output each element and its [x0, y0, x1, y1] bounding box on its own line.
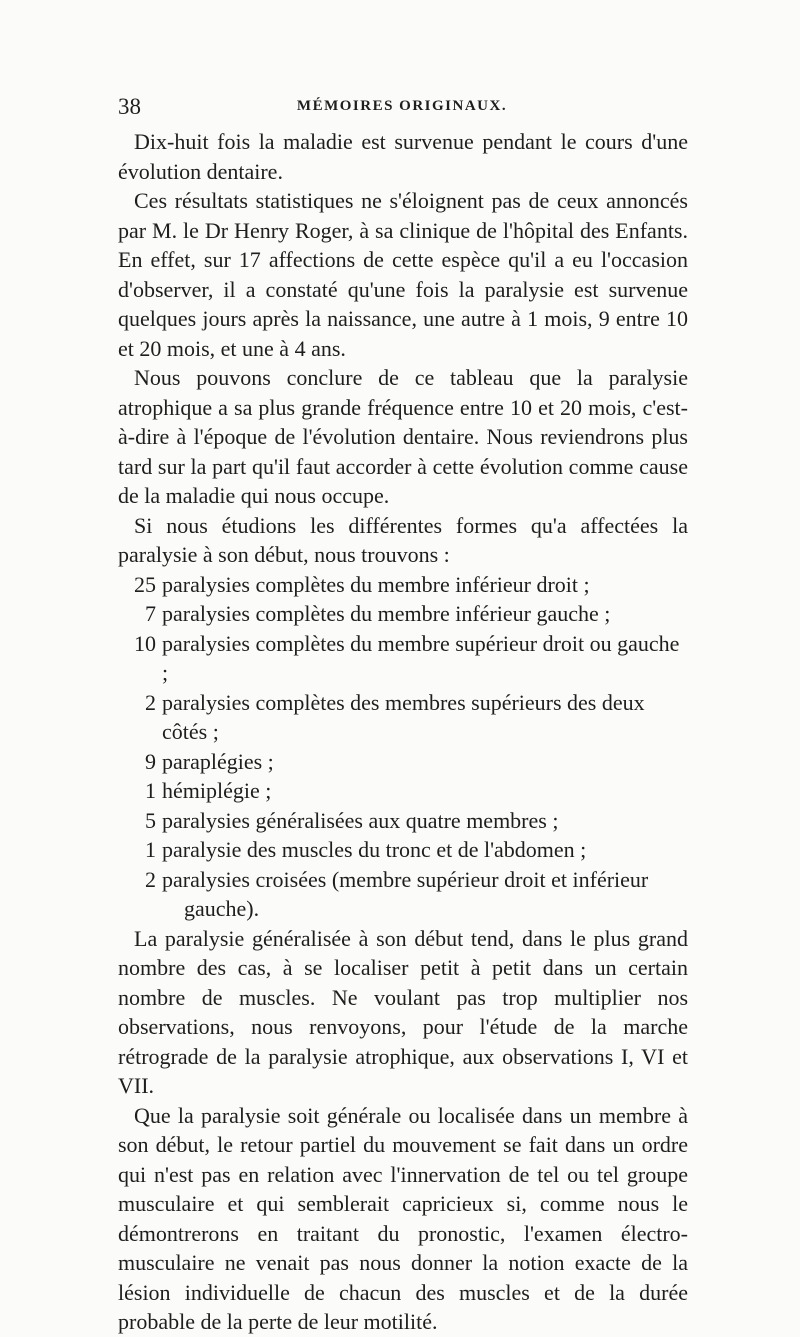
paragraph: Ces résultats statistiques ne s'éloignent pas de ceux annoncés par M. le Dr Henry Roger, à sa clinique de l'hôpital des Enfants. En effet, sur 17 affections de cette espèce qu'il a eu l'occasion d'observer, il a constaté qu'une fois la paralysie est survenue quelques jours après la naissance, une autre à 1 mois, 9 entre 10 et 20 mois, et une à 4 ans. [118, 188, 688, 361]
list-item-text: paralysies complètes du membre supérieur droit ou gauche ; [162, 630, 680, 685]
list-item-count: 1 [145, 778, 156, 803]
list-item-count: 10 [134, 630, 156, 656]
list-item-count: 25 [134, 571, 156, 597]
list-item-continuation: gauche). [184, 896, 260, 921]
list-item-count: 9 [145, 748, 156, 774]
list-item-text: paraplégies ; [162, 748, 274, 774]
paragraph: Nous pouvons conclure de ce tableau que la paralysie atrophique a sa plus grande fréquence entre 10 et 20 mois, c'est-à-dire à l'époque de l'évolution dentaire. Nous reviendrons plus tard sur la part qu'il faut accorder à cette évolution comme cause de la maladie qui nous occupe. [118, 365, 688, 508]
list-item-text [162, 865, 688, 924]
list-item-text: paralysies complètes des membres supérieurs des deux côtés ; [162, 689, 645, 744]
list-item-text: paralysie des muscles du tronc et de l'abdomen ; [162, 837, 587, 862]
list-item-text: paralysies généralisées aux quatre membres ; [162, 807, 559, 833]
list-item [118, 776, 688, 806]
paralysis-forms-list [118, 570, 688, 924]
paragraph: Que la paralysie soit générale ou localisée dans un membre à son début, le retour partiel du mouvement se fait dans un ordre qui n'est pas en relation avec l'innervation de tel ou tel groupe musculaire et qui semblerait capricieux si, comme nous le démontrerons en traitant du pronostic, l'examen électro-musculaire ne venait pas nous donner la notion exacte de la lésion individuelle de chacun des muscles et de la durée probable de la perte de leur motilité. [118, 1102, 688, 1334]
list-item-count: 5 [145, 807, 156, 833]
page-header [118, 94, 686, 124]
list-item [118, 806, 688, 836]
page-number: 38 [118, 94, 141, 119]
list-item [118, 570, 688, 600]
list-item-text-line: paralysies croisées (membre supérieur droit et inférieur [162, 866, 649, 892]
list-item [118, 629, 688, 688]
paragraph: Si nous étudions les différentes formes qu'a affectées la paralysie à son début, nous trouvons : [118, 512, 688, 567]
list-item [118, 688, 688, 747]
list-item [118, 747, 688, 777]
list-item-text: paralysies complètes du membre inférieur gauche ; [162, 601, 611, 626]
list-item-count: 2 [145, 689, 156, 715]
list-item-count: 7 [145, 601, 156, 626]
paragraph: Dix-huit fois la maladie est survenue pendant le cours d'une évolution dentaire. [118, 129, 688, 184]
body-text [118, 127, 688, 1337]
running-head: MÉMOIRES ORIGINAUX. [296, 98, 508, 114]
list-item [118, 599, 688, 629]
list-item-count: 2 [145, 866, 156, 892]
list-item-count: 1 [145, 837, 156, 862]
list-item-text: hémiplégie ; [162, 778, 272, 803]
list-item [118, 865, 688, 924]
list-item [118, 835, 688, 865]
list-item-text: paralysies complètes du membre inférieur droit ; [162, 571, 590, 597]
paragraph: La paralysie généralisée à son début tend, dans le plus grand nombre des cas, à se localiser petit à petit dans un certain nombre de muscles. Ne voulant pas trop multiplier nos observations, nous renvoyons, pour l'étude de la marche rétrograde de la paralysie atrophique, aux observations I, VI et VII. [118, 925, 688, 1098]
